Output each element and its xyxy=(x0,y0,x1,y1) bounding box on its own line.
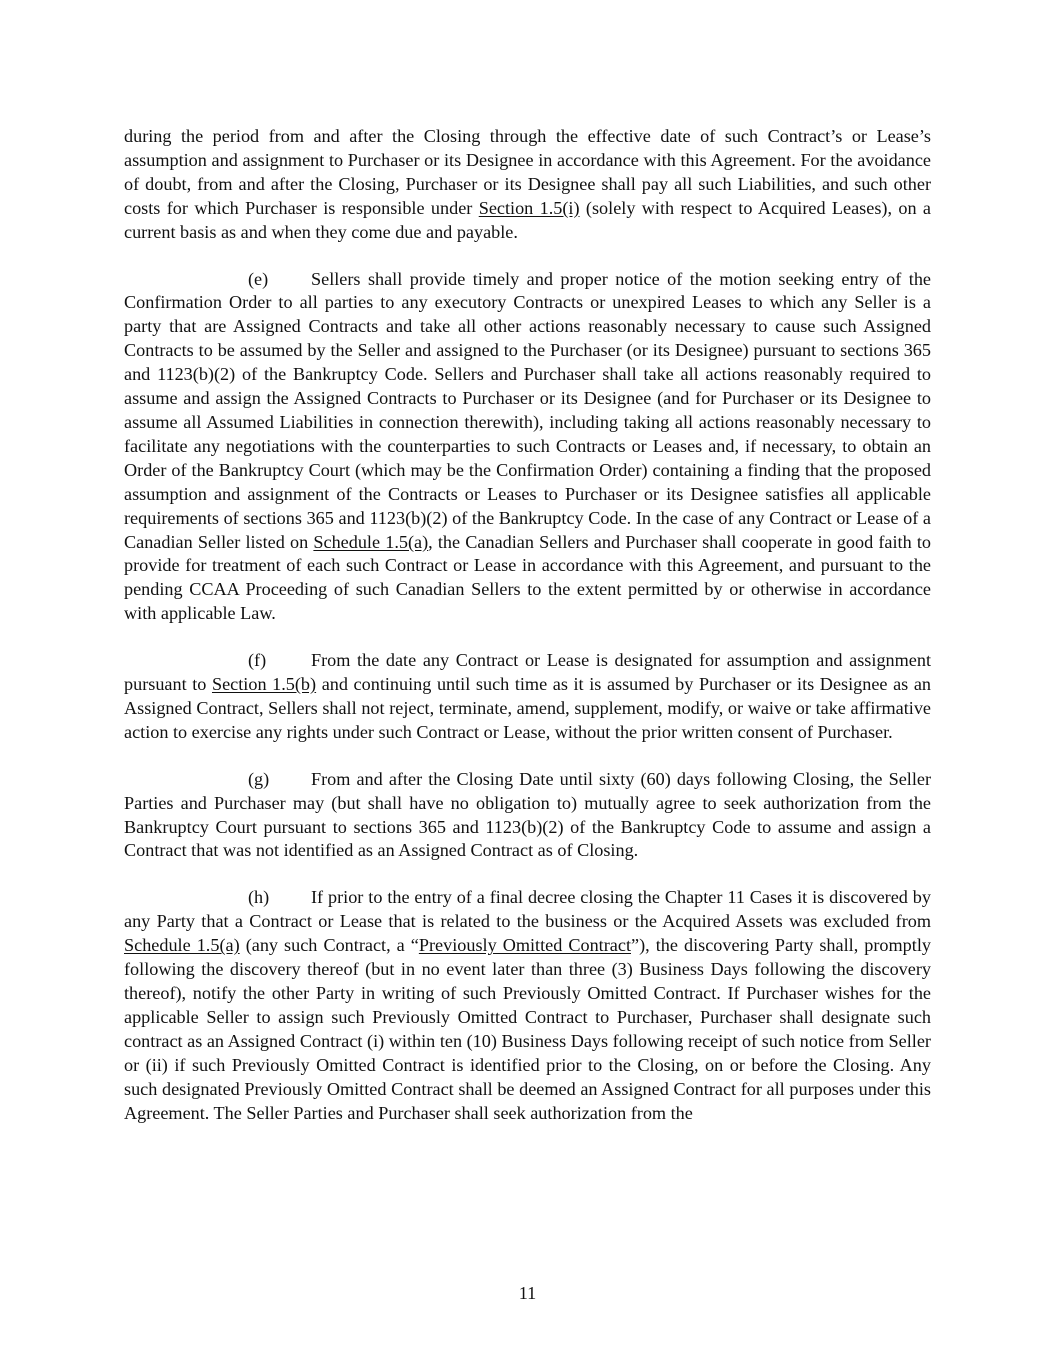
paragraph-label: (h) xyxy=(248,887,270,908)
paragraph-text: ”), the discovering Party shall, promptly following the discovery thereof (but in no event later than three (3) Business Days following the discovery thereof), notify the other Party in writing of such Previously Omitted Contract. If Purchaser wishes for the applicable Seller to assign such Previously Omitted Contract to Purchaser, Purchaser shall designate such contract as an Assigned Contract (i) within ten (10) Business Days following receipt of such notice from Seller or (ii) if such Previously Omitted Contract is identified prior to the Closing, on or before the Closing. Any such designated Previously Omitted Contract shall be deemed an Assigned Contract for all purposes under this Agreement. The Seller Parties and Purchaser shall seek authorization from the xyxy=(124,935,931,1123)
section-reference: Section 1.5(i) xyxy=(478,197,580,218)
defined-term: Previously Omitted Contract xyxy=(418,935,631,956)
paragraph-text: , the Canadian Sellers and Purchaser shall cooperate in good faith to provide for treatment of each such Contract or Lease in accordance with this Agreement, and pursuant to the pending CCAA Proceeding of such Canadian Sellers to the extent permitted by or otherwise in accordance with applicable Law. xyxy=(124,531,931,624)
paragraph-e xyxy=(124,268,931,627)
paragraph-text: and continuing until such time as it is assumed by Purchaser or its Designee as an Assigned Contract, Sellers shall not reject, terminate, amend, supplement, modify, or waive or take affirmative action to exercise any rights under such Contract or Lease, without the prior written consent of Purchaser. xyxy=(124,674,931,742)
document-body xyxy=(124,125,931,1148)
paragraph-f xyxy=(124,649,931,745)
paragraph-continuation xyxy=(124,125,931,245)
paragraph-text: (any such Contract, a “ xyxy=(239,935,419,956)
paragraph-h xyxy=(124,886,931,1125)
page-number: 11 xyxy=(518,1283,537,1303)
paragraph-label: (g) xyxy=(248,768,270,789)
paragraph-text: Sellers shall provide timely and proper notice of the motion seeking entry of the Confirmation Order to all parties to any executory Contracts or unexpired Leases to which any Seller is a party that are Assigned Contracts and take all other actions reasonably necessary to cause such Assigned Contracts to be assumed by the Seller and assigned to the Purchaser (or its Designee) pursuant to sections 365 and 1123(b)(2) of the Bankruptcy Code. Sellers and Purchaser shall take all actions reasonably required to assume and assign the Assigned Contracts to Purchaser or its Designee (and for Purchaser or its Designee to assume all Assumed Liabilities in connection therewith), including taking all actions reasonably necessary to facilitate any negotiations with the counterparties to such Contracts or Leases and, if necessary, to obtain an Order of the Bankruptcy Court (which may be the Confirmation Order) containing a finding that the proposed assumption and assignment of the Contracts or Leases to Purchaser or its Designee satisfies all applicable requirements of sections 365 and 1123(b)(2) of the Bankruptcy Code. In the case of any Contract or Lease of a Canadian Seller listed on xyxy=(124,268,931,552)
paragraph-text: (solely with respect to Acquired Leases), on a current basis as and when they come due and payable. xyxy=(124,197,931,242)
section-reference: Section 1.5(b) xyxy=(211,674,317,695)
paragraph-g xyxy=(124,768,931,864)
schedule-reference: Schedule 1.5(a) xyxy=(124,935,240,956)
paragraph-text: From and after the Closing Date until sixty (60) days following Closing, the Seller Parties and Purchaser may (but shall have no obligation to) mutually agree to seek authorization from the Bankruptcy Court pursuant to sections 365 and 1123(b)(2) of the Bankruptcy Code to assume and assign a Contract that was not identified as an Assigned Contract as of Closing. xyxy=(124,768,931,861)
paragraph-text: If prior to the entry of a final decree closing the Chapter 11 Cases it is discovered by any Party that a Contract or Lease that is related to the business or the Acquired Assets was excluded from xyxy=(124,887,931,932)
schedule-reference: Schedule 1.5(a) xyxy=(313,531,429,552)
paragraph-text: From the date any Contract or Lease is designated for assumption and assignment pursuant to xyxy=(124,650,931,695)
paragraph-label: (f) xyxy=(248,650,267,671)
paragraph-label: (e) xyxy=(248,268,269,289)
paragraph-text: during the period from and after the Closing through the effective date of such Contract’s or Lease’s assumption and assignment to Purchaser or its Designee in accordance with this Agreement. For the avoidance of doubt, from and after the Closing, Purchaser or its Designee shall pay all such Liabilities, and such other costs for which Purchaser is responsible under xyxy=(124,126,931,218)
